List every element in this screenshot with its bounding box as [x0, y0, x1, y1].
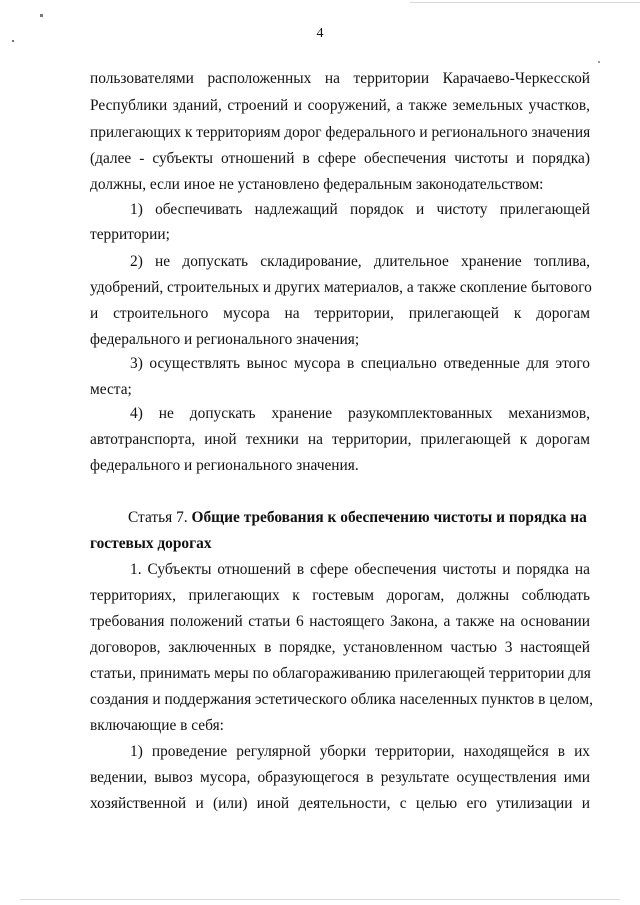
- article-number: Статья 7.: [128, 509, 188, 526]
- text-line: территории;: [90, 226, 170, 243]
- text-line: статьи, принимать меры по облагораживанию прилегающей территории для: [90, 665, 591, 682]
- text-line: удобрений, строительных и других материалов, а также скопление бытового: [90, 279, 592, 296]
- list-item-line: 4) не допускать хранение разукомплектованных механизмов,: [130, 405, 590, 422]
- scan-edge-line: [410, 2, 640, 3]
- text-line: и строительного мусора на территории, прилегающей к дорогам: [90, 305, 590, 322]
- text-line: пользователями расположенных на территории Карачаево-Черкесской: [90, 70, 590, 87]
- article-title: Общие требования к обеспечению чистоты и порядка на: [191, 509, 587, 526]
- text-line: Республики зданий, строений и сооружений, а также земельных участков,: [90, 97, 590, 114]
- list-item-line: 1) обеспечивать надлежащий порядок и чистоту прилегающей: [130, 201, 590, 218]
- list-item-line: 2) не допускать складирование, длительное хранение топлива,: [130, 253, 590, 270]
- list-item-line: 1) проведение регулярной уборки территории, находящейся в их: [130, 743, 590, 760]
- text-line: создания и поддержания эстетического облика населенных пунктов в целом,: [90, 691, 594, 708]
- page-number: 4: [316, 26, 324, 41]
- text-line: прилегающих к территориям дорог федерального и регионального значения: [90, 124, 591, 141]
- list-item-line: 3) осуществлять вынос мусора в специально отведенные для этого: [130, 355, 590, 372]
- text-line: федерального и регионального значения;: [90, 331, 360, 348]
- scan-bottom-line: [20, 899, 620, 900]
- text-line: (далее - субъекты отношений в сфере обеспечения чистоты и порядка): [90, 150, 590, 167]
- text-line: территориях, прилегающих к гостевым дорогам, должны соблюдать: [90, 587, 590, 604]
- text-line: места;: [90, 381, 132, 398]
- text-line: автотранспорта, иной техники на территории, прилегающей к дорогам: [90, 431, 590, 448]
- text-line: федерального и регионального значения.: [90, 457, 359, 474]
- scan-dot: [598, 61, 600, 63]
- text-line: ведении, вывоз мусора, образующегося в результате осуществления ими: [90, 769, 590, 786]
- paragraph-line: 1. Субъекты отношений в сфере обеспечения чистоты и порядка на: [130, 561, 590, 578]
- text-line: договоров, заключенных в порядке, установленном частью 3 настоящей: [90, 639, 590, 656]
- article-title-continuation: гостевых дорогах: [90, 535, 212, 552]
- text-line: хозяйственной и (или) иной деятельности, с целью его утилизации и: [90, 795, 590, 812]
- text-line: включающие в себя:: [90, 717, 224, 734]
- article-heading: [128, 509, 590, 527]
- scan-dot: [40, 14, 43, 17]
- text-line: должны, если иное не установлено федеральным законодательством:: [90, 176, 544, 193]
- text-line: требования положений статьи 6 настоящего Закона, а также на основании: [90, 613, 590, 630]
